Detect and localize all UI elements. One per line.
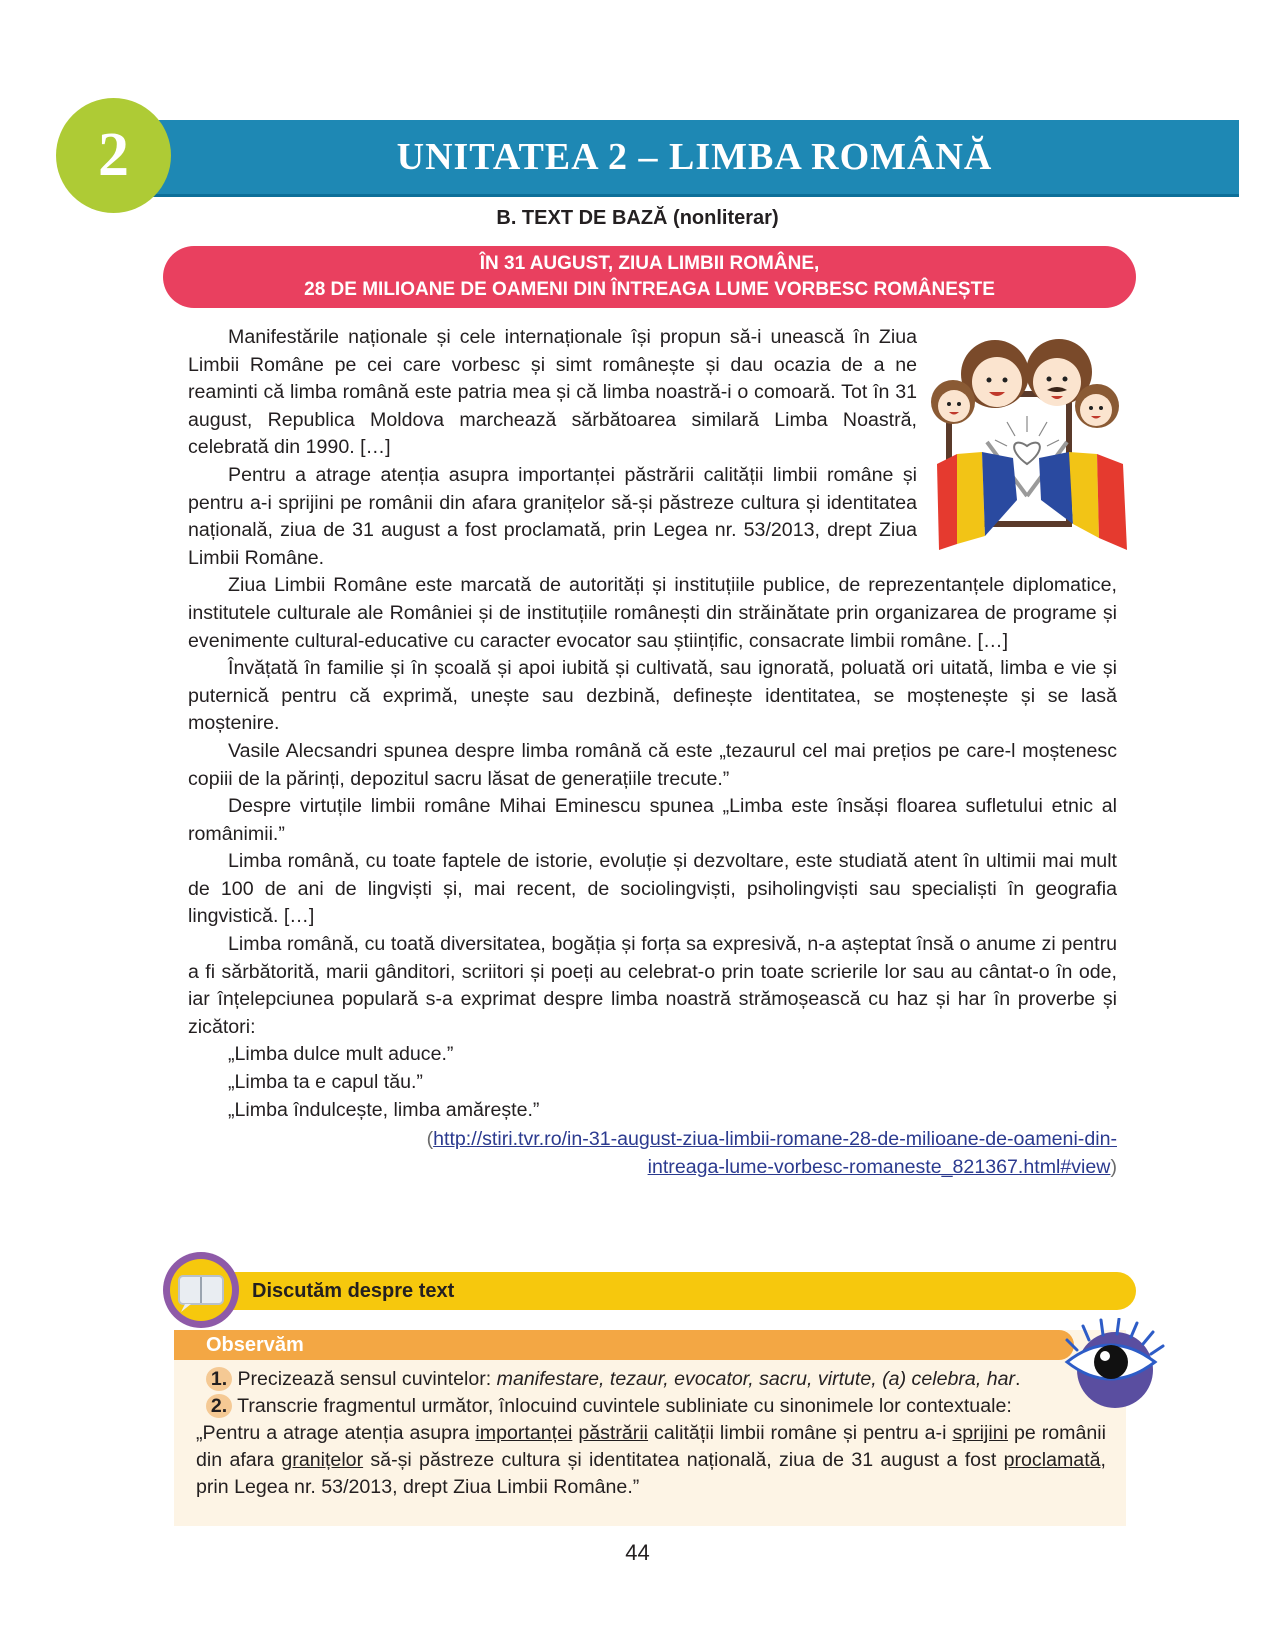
fragment-text: calității limbii române și pentru a-i xyxy=(648,1422,953,1444)
underlined-word: păstrării xyxy=(578,1422,649,1444)
exercise-2 xyxy=(196,1393,1106,1420)
paragraph-7: Limba română, cu toate faptele de istorie, evoluție și dezvoltare, este studiată atent în ultimii mai mult de 100 de ani de lingviști și, mai recent, de sociolingviști, psiholingviști sau specialiști în geografia lingvistică. […] xyxy=(188,850,1117,928)
source-citation: (http://stiri.tvr.ro/in-31-august-ziua-limbii-romane-28-de-milioane-de-oameni-din- intreaga-lume-vorbesc-romaneste_821367.html#view) xyxy=(426,1128,1117,1178)
exercise-1-words: manifestare, tezaur, evocator, sacru, virtute, (a) celebra, har xyxy=(496,1368,1016,1390)
exercise-1-text: Precizează sensul cuvintelor: xyxy=(232,1368,497,1390)
paragraph-3: Ziua Limbii Române este marcată de autorități și instituțiile publice, de reprezentanțele diplomatice, institutele culturale ale României și de instituțiile românești din străinătate prin organizarea de programe și evenimente cultural-educative cu caracter evocator sau științific, consacrate limbii române. […] xyxy=(188,574,1117,652)
fragment-text: să-și păstreze cultura și identitatea națională, ziua de 31 august a fost xyxy=(363,1449,1004,1471)
exercise-1: 1. Precizează sensul cuvintelor: manifestare, tezaur, evocator, sacru, virtute, (a) celebra, har. xyxy=(196,1366,1106,1393)
fragment-text: , prin Legea nr. 53/2013, drept Ziua Limbii Române.” xyxy=(196,1449,1106,1498)
fragment-text: „Pentru a atrage atenția asupra xyxy=(196,1422,476,1444)
observe-title: Observăm xyxy=(206,1334,304,1356)
family-flag-illustration xyxy=(927,324,1159,556)
article-title-banner xyxy=(163,246,1136,308)
exercise-1-number: 1. xyxy=(206,1367,232,1391)
paragraph-2: Pentru a atrage atenția asupra importanței păstrării calității limbii române și pentru a-i sprijini pe românii din afara granițelor să-și păstreze cultura și identitatea națională, ziua de 31 august a fost proclamată, prin Legea nr. 53/2013, drept Ziua Limbii Române. xyxy=(188,463,917,569)
fragment-text: pe românii din afara xyxy=(196,1422,1106,1471)
paragraph-8: Limba română, cu toată diversitatea, bogăția și forța sa expresivă, n-a așteptat însă o anume zi pentru a fi sărbătorită, marii gânditori, scriitori și poeți au celebrat-o prin toate scrierile lor sau au cântat-o în ode, iar înțelepciunea populară s-a exprimat despre limba noastră strămoșească cu haz și har în proverbe și zicători: xyxy=(188,933,1117,1038)
source-link-line-2[interactable]: intreaga-lume-vorbesc-romaneste_821367.html#view xyxy=(647,1155,1111,1178)
source-link-line-1[interactable]: http://stiri.tvr.ro/in-31-august-ziua-limbii-romane-28-de-milioane-de-oameni-din- xyxy=(433,1128,1117,1151)
exercise-2-number: 2. xyxy=(206,1394,232,1418)
page-number: 44 xyxy=(625,1540,650,1565)
banner-line-1: ÎN 31 AUGUST, ZIUA LIMBII ROMÂNE, xyxy=(479,253,820,274)
observe-header-bar xyxy=(174,1330,1074,1360)
paragraph-6: Despre virtuțile limbii române Mihai Eminescu spunea „Limba este însăși floarea sufletului etnic al românimii.” xyxy=(188,795,1117,845)
paragraph-1: Manifestările naționale și cele internaționale își propun să-i unească în Ziua Limbii Române pe cei care vorbesc și simt românește și dau ocazia de a ne reaminti că limba română este patria mea și că limba noastră-i o comoară. Tot în 31 august, Republica Moldova marchează sărbătoarea similară Limba Noastră, celebrată din 1990. […] xyxy=(188,326,917,459)
proverb-1: „Limba dulce mult aduce.” xyxy=(228,1043,454,1066)
underlined-word: sprijini xyxy=(952,1422,1008,1444)
book-chat-icon xyxy=(161,1250,241,1330)
underlined-word: granițelor xyxy=(281,1449,364,1471)
section-label: B. TEXT DE BAZĂ (nonliterar) xyxy=(496,207,779,229)
underlined-word: importanței xyxy=(475,1422,573,1444)
exercise-2-fragment xyxy=(196,1420,1106,1501)
underlined-word: proclamată xyxy=(1003,1449,1101,1471)
paragraph-5: Vasile Alecsandri spunea despre limba română că este „tezaurul cel mai prețios pe care-l moștenesc copiii de la părinți, depozitul sacru lăsat de generațiile trecute.” xyxy=(188,739,1117,790)
article-body xyxy=(188,324,1117,1181)
proverb-2: „Limba ta e capul tău.” xyxy=(228,1071,423,1094)
banner-line-2: 28 DE MILIOANE DE OAMENI DIN ÎNTREAGA LUME VORBESC ROMÂNEȘTE xyxy=(304,279,995,300)
discussion-title: Discutăm despre text xyxy=(252,1280,455,1302)
exercises xyxy=(196,1366,1106,1501)
paragraph-4: Învățată în familie și în școală și apoi iubită și cultivată, sau ignorată, poluată ori uitată, limba e vie și puternică pentru că exprimă, unește sau dezbină, definește identitatea, se moștenește și se lasă moștenire. xyxy=(188,657,1117,735)
proverb-3: „Limba îndulcește, limba amărește.” xyxy=(228,1098,540,1121)
unit-title: UNITATEA 2 – LIMBA ROMÂNĂ xyxy=(396,136,993,178)
unit-number-badge: 2 xyxy=(56,98,171,213)
exercise-2-text: Transcrie fragmentul următor, înlocuind cuvintele subliniate cu sinonimele lor contextuale: xyxy=(232,1395,1012,1417)
